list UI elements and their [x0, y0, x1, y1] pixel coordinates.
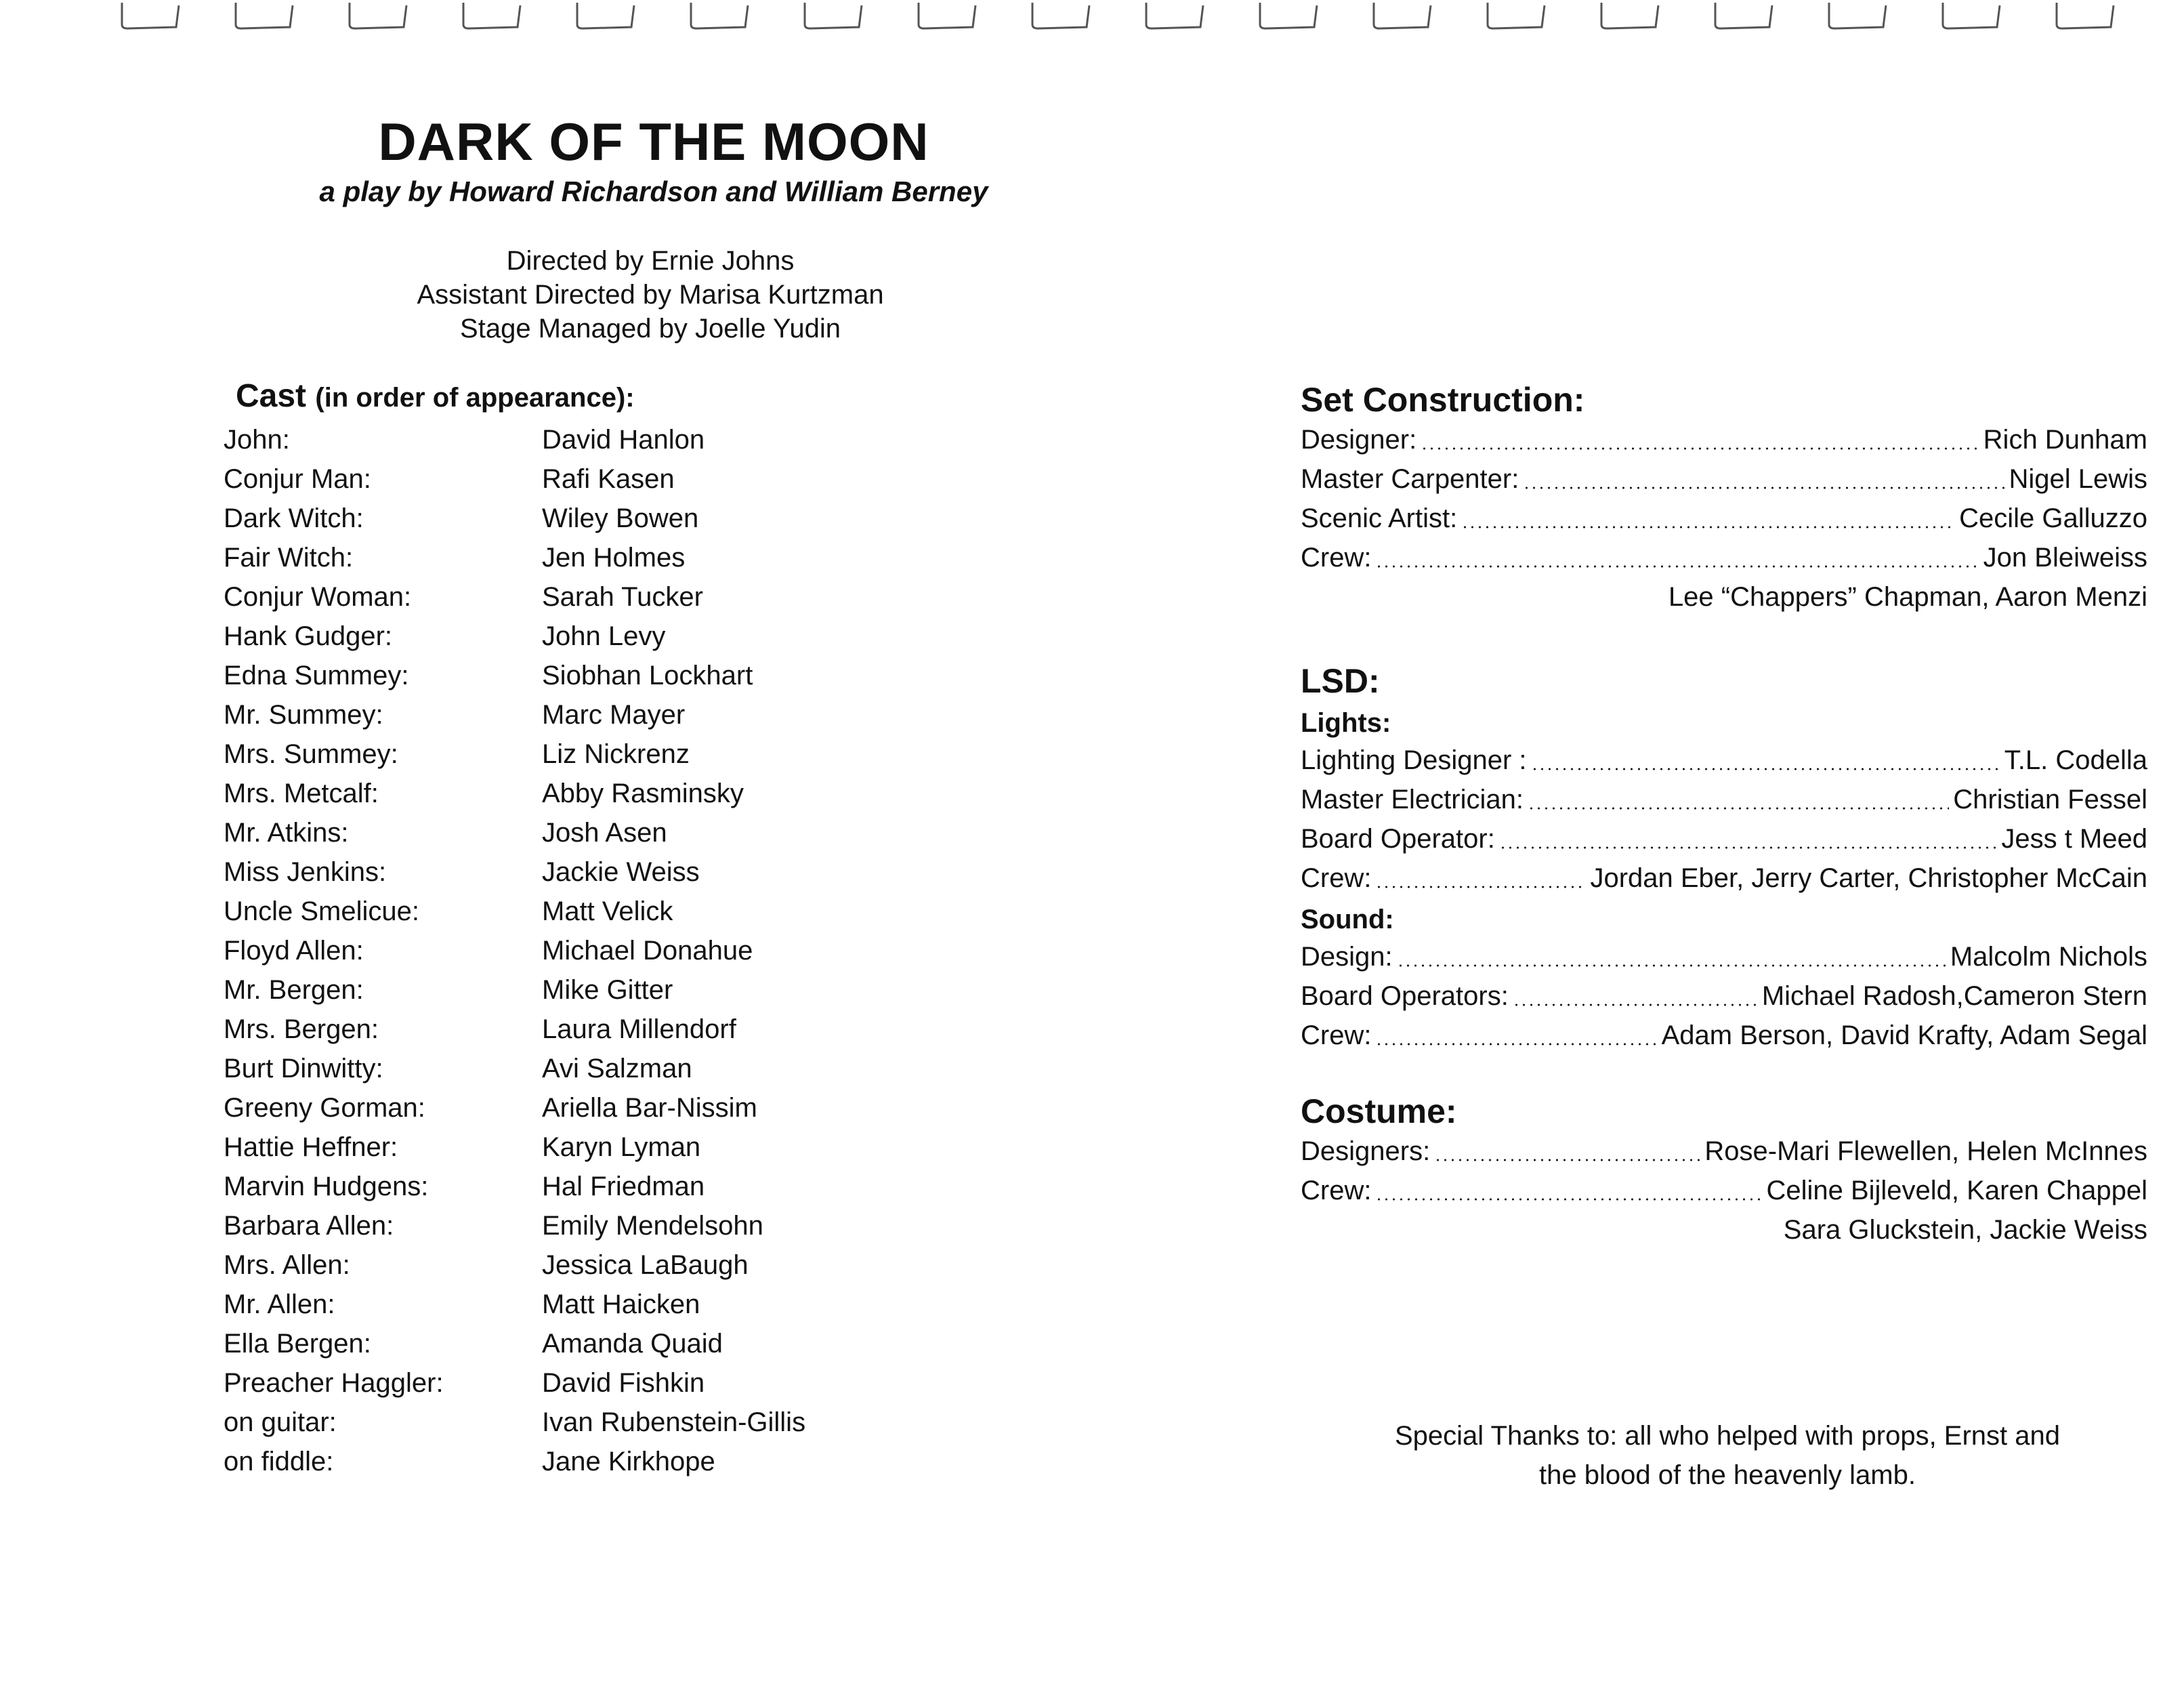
credit-value: Malcolm Nichols [1950, 942, 2147, 972]
cast-actor: Abby Rasminsky [542, 779, 744, 808]
binding-hook [463, 3, 520, 28]
cast-role: Greeny Gorman: [224, 1093, 425, 1123]
cast-role: Miss Jenkins: [224, 857, 387, 887]
cast-role: Floyd Allen: [224, 936, 364, 966]
cast-actor: Marc Mayer [542, 700, 686, 730]
lsd-heading: LSD: [1301, 662, 1380, 700]
credit-line [1301, 859, 2147, 898]
dot-leader [1528, 807, 1949, 810]
binding-hook [1715, 3, 1772, 28]
cast-row [224, 424, 901, 463]
binding-hook [350, 3, 406, 28]
cast-role: John: [224, 425, 290, 455]
cast-row [224, 620, 901, 659]
binding-hook [577, 3, 634, 28]
dot-leader [1375, 1198, 1762, 1201]
costume-heading: Costume: [1301, 1092, 1457, 1130]
credit-line [1301, 741, 2147, 780]
cast-role: Mr. Allen: [224, 1289, 335, 1319]
credit-value: Jordan Eber, Jerry Carter, Christopher McCain [1590, 863, 2147, 893]
credit-value: Rich Dunham [1983, 425, 2147, 455]
dot-leader [1375, 886, 1586, 888]
credit-label: Crew: [1301, 863, 1372, 893]
cast-row [224, 934, 901, 974]
costume-section [1301, 1091, 2147, 1249]
cast-list [224, 424, 901, 1485]
cast-row [224, 541, 901, 581]
credit-label: Master Electrician: [1301, 785, 1524, 814]
set-construction-lines [1301, 420, 2147, 577]
cast-row [224, 659, 901, 699]
cast-actor: David Hanlon [542, 425, 705, 455]
credit-label: Designer: [1301, 425, 1417, 455]
credit-line [1301, 819, 2147, 859]
cast-role: Mrs. Metcalf: [224, 779, 379, 808]
stage-manager-credit: Stage Managed by Joelle Yudin [460, 314, 841, 344]
cast-actor: Wiley Bowen [542, 503, 699, 533]
cast-row [224, 1406, 901, 1445]
cast-row [224, 817, 901, 856]
credit-line [1301, 1171, 2147, 1210]
binding-hook [919, 3, 975, 28]
binding-hook [122, 3, 179, 28]
spiral-binding-edge [0, 0, 2184, 41]
assistant-director-credit: Assistant Directed by Marisa Kurtzman [417, 280, 884, 310]
cast-row [224, 1288, 901, 1327]
cast-actor: Jackie Weiss [542, 857, 700, 887]
cast-role: Burt Dinwitty: [224, 1054, 383, 1083]
sound-heading: Sound: [1301, 905, 1394, 934]
credit-value: Jon Bleiweiss [1983, 543, 2147, 573]
director-credit: Directed by Ernie Johns [506, 246, 795, 276]
set-construction-heading: Set Construction: [1301, 381, 1585, 419]
cast-row [224, 1210, 901, 1249]
credit-line [1301, 937, 2147, 976]
cast-role: Barbara Allen: [224, 1211, 394, 1241]
credit-label: Crew: [1301, 543, 1372, 573]
cast-role: Conjur Woman: [224, 582, 412, 612]
cast-row [224, 581, 901, 620]
credit-value: Adam Berson, David Krafty, Adam Segal [1661, 1020, 2147, 1050]
cast-actor: Amanda Quaid [542, 1329, 723, 1359]
credit-value: T.L. Codella [2004, 745, 2147, 775]
cast-role: Mrs. Summey: [224, 739, 398, 769]
play-title: DARK OF THE MOON [378, 112, 929, 171]
credit-value: Cecile Galluzzo [1959, 503, 2147, 533]
lights-heading: Lights: [1301, 708, 1391, 738]
credit-value: Christian Fessel [1953, 785, 2147, 814]
cast-role: Marvin Hudgens: [224, 1172, 429, 1201]
binding-hook [691, 3, 748, 28]
credit-label: Master Carpenter: [1301, 464, 1519, 494]
cast-row [224, 1052, 901, 1092]
dot-leader [1531, 768, 2000, 770]
cast-actor: Matt Haicken [542, 1289, 700, 1319]
special-thanks-line: Special Thanks to: all who helped with props, Ernst and [1394, 1421, 2061, 1451]
cast-role: on fiddle: [224, 1447, 334, 1476]
binding-hook [805, 3, 862, 28]
cast-actor: Laura Millendorf [542, 1014, 736, 1044]
cast-heading-label: Cast [236, 378, 307, 414]
credit-label: Crew: [1301, 1176, 1372, 1205]
lsd-section [1301, 661, 2147, 1055]
dot-leader [1461, 526, 1955, 529]
credit-line [1301, 499, 2147, 538]
credit-label: Design: [1301, 942, 1393, 972]
dot-leader [1375, 565, 1979, 568]
cast-actor: Mike Gitter [542, 975, 673, 1005]
cast-actor: Liz Nickrenz [542, 739, 690, 769]
cast-actor: John Levy [542, 621, 666, 651]
cast-heading-note: (in order of appearance): [315, 383, 635, 413]
cast-row [224, 895, 901, 934]
cast-role: Fair Witch: [224, 543, 354, 573]
cast-row [224, 738, 901, 777]
credit-value: Rose-Mari Flewellen, Helen McInnes [1704, 1136, 2147, 1166]
binding-hook [236, 3, 293, 28]
cast-role: Mrs. Allen: [224, 1250, 350, 1280]
credit-value: Celine Bijleveld, Karen Chappel [1766, 1176, 2147, 1205]
cast-actor: Jane Kirkhope [542, 1447, 715, 1476]
credit-value: Nigel Lewis [2009, 464, 2147, 494]
cast-role: Hattie Heffner: [224, 1132, 398, 1162]
cast-role: Ella Bergen: [224, 1329, 371, 1359]
cast-actor: Ariella Bar-Nissim [542, 1093, 757, 1123]
cast-role: Mrs. Bergen: [224, 1014, 379, 1044]
cast-row [224, 1327, 901, 1367]
binding-hook [1943, 3, 2000, 28]
cast-row [224, 777, 901, 817]
binding-hook [1829, 3, 1886, 28]
cast-actor: Michael Donahue [542, 936, 753, 966]
cast-role: Mr. Atkins: [224, 818, 349, 848]
play-subtitle: a play by Howard Richardson and William Berney [319, 175, 988, 207]
cast-role: Mr. Summey: [224, 700, 383, 730]
cast-actor: Josh Asen [542, 818, 667, 848]
cast-row [224, 1249, 901, 1288]
cast-row [224, 1170, 901, 1210]
lights-lines [1301, 741, 2147, 898]
set-crew-continued: Lee “Chappers” Chapman, Aaron Menzi [1668, 582, 2147, 612]
cast-actor: David Fishkin [542, 1368, 705, 1398]
cast-row [224, 1092, 901, 1131]
binding-hook [1032, 3, 1089, 28]
cast-actor: Emily Mendelsohn [542, 1211, 763, 1241]
cast-row [224, 699, 901, 738]
credit-line [1301, 420, 2147, 459]
credit-line [1301, 1132, 2147, 1171]
cast-actor: Rafi Kasen [542, 464, 675, 494]
sound-lines [1301, 937, 2147, 1055]
credit-line [1301, 976, 2147, 1016]
dot-leader [1434, 1159, 1700, 1161]
dot-leader [1397, 964, 1946, 967]
dot-leader [1499, 846, 1998, 849]
credit-line [1301, 1016, 2147, 1055]
dot-leader [1375, 1043, 1657, 1046]
special-thanks-line: the blood of the heavenly lamb. [1539, 1460, 1916, 1490]
cast-role: Dark Witch: [224, 503, 364, 533]
cast-row [224, 856, 901, 895]
cast-actor: Avi Salzman [542, 1054, 692, 1083]
cast-actor: Ivan Rubenstein-Gillis [542, 1407, 806, 1437]
binding-hook [1374, 3, 1431, 28]
credit-value: Jess t Meed [2001, 824, 2147, 854]
binding-hook [1488, 3, 1545, 28]
credit-label: Designers: [1301, 1136, 1431, 1166]
credit-label: Crew: [1301, 1020, 1372, 1050]
credit-line [1301, 780, 2147, 819]
cast-row [224, 1445, 901, 1485]
cast-row [224, 1013, 901, 1052]
cast-row [224, 974, 901, 1013]
cast-actor: Karyn Lyman [542, 1132, 701, 1162]
dot-leader [1421, 447, 1979, 450]
cast-actor: Hal Friedman [542, 1172, 705, 1201]
credit-label: Board Operator: [1301, 824, 1495, 854]
cast-actor: Jessica LaBaugh [542, 1250, 749, 1280]
costume-lines [1301, 1132, 2147, 1210]
dot-leader [1523, 487, 2004, 489]
credit-line [1301, 538, 2147, 577]
credit-value: Michael Radosh,Cameron Stern [1761, 981, 2147, 1011]
special-thanks [1328, 1416, 2127, 1495]
cast-actor: Siobhan Lockhart [542, 661, 753, 690]
binding-hook [1146, 3, 1203, 28]
dot-leader [1513, 1004, 1758, 1006]
cast-role: on guitar: [224, 1407, 337, 1437]
cast-row [224, 1131, 901, 1170]
binding-hook [1601, 3, 1658, 28]
credit-label: Scenic Artist: [1301, 503, 1458, 533]
costume-crew-continued: Sara Gluckstein, Jackie Weiss [1783, 1215, 2147, 1245]
cast-actor: Matt Velick [542, 896, 673, 926]
cast-actor: Jen Holmes [542, 543, 686, 573]
cast-role: Preacher Haggler: [224, 1368, 444, 1398]
cast-heading [236, 377, 635, 417]
cast-role: Conjur Man: [224, 464, 371, 494]
credit-label: Lighting Designer : [1301, 745, 1527, 775]
cast-actor: Sarah Tucker [542, 582, 703, 612]
credit-line [1301, 459, 2147, 499]
cast-role: Mr. Bergen: [224, 975, 364, 1005]
cast-row [224, 463, 901, 502]
set-construction-section [1301, 379, 2147, 617]
production-credits [339, 244, 962, 346]
cast-role: Edna Summey: [224, 661, 409, 690]
cast-row [224, 502, 901, 541]
credit-label: Board Operators: [1301, 981, 1509, 1011]
binding-hook [1260, 3, 1317, 28]
binding-hook [2057, 3, 2114, 28]
cast-row [224, 1367, 901, 1406]
cast-role: Uncle Smelicue: [224, 896, 420, 926]
cast-role: Hank Gudger: [224, 621, 393, 651]
